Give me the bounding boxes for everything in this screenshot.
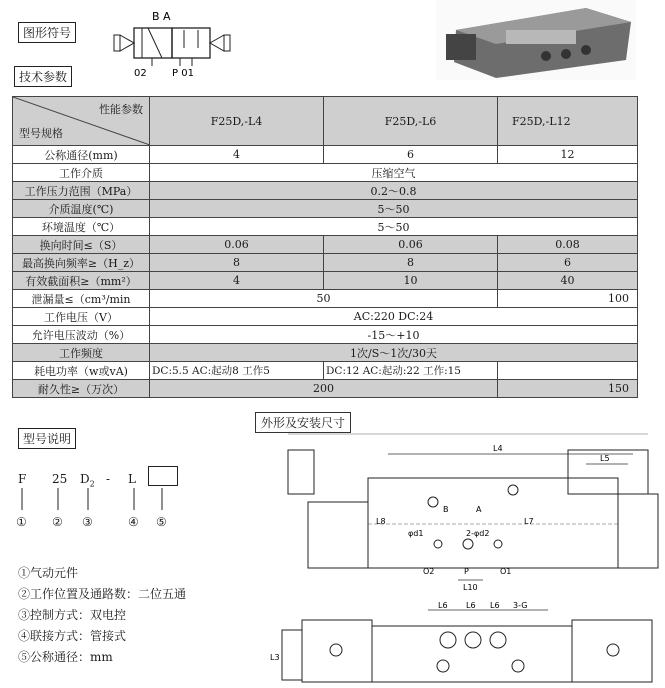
header-diagonal-cell xyxy=(13,97,150,146)
dim-l6-a: L6 xyxy=(438,601,448,610)
legend-item: ②工作位置及通路数：二位五通 xyxy=(18,587,187,601)
table-cell: 8 xyxy=(150,254,324,272)
code-25: 25 xyxy=(52,472,68,486)
table-cell: 工作介质 xyxy=(13,164,150,182)
col-header: F25D,-L6 xyxy=(324,97,498,146)
table-cell: DC:5.5 AC:起动8 工作5 xyxy=(150,362,324,380)
symbol-port-p01: P 01 xyxy=(172,68,194,78)
table-cell: 0.2～0.8 xyxy=(150,182,638,200)
table-row xyxy=(13,326,638,344)
table-cell: 8 xyxy=(324,254,498,272)
dim-l10: L10 xyxy=(463,583,478,592)
table-row xyxy=(13,308,638,326)
dims-title: 外形及安装尺寸 xyxy=(255,412,351,433)
table-cell: 有效截面积≥（mm²） xyxy=(13,272,150,290)
code-blank-box xyxy=(148,466,178,486)
symbol-port-ba: B A xyxy=(152,10,171,23)
code-l: L xyxy=(128,472,136,486)
table-cell: AC:220 DC:24 xyxy=(150,308,638,326)
table-row xyxy=(13,218,638,236)
legend-item: ①气动元件 xyxy=(18,566,79,580)
dim-phid1: φd1 xyxy=(408,529,424,538)
table-row xyxy=(13,272,638,290)
legend-item: ③控制方式：双电控 xyxy=(18,608,127,622)
dim-l8: L8 xyxy=(376,517,386,526)
col-header: F25D,-L4 xyxy=(150,97,324,146)
table-row xyxy=(13,344,638,362)
dim-l5: L5 xyxy=(600,454,610,463)
table-cell: 5～50 xyxy=(150,200,638,218)
circle-2: ② xyxy=(52,515,63,529)
legend-item: ④联接方式：管接式 xyxy=(18,629,127,643)
dim-l7: L7 xyxy=(524,517,534,526)
spec-table xyxy=(12,96,638,398)
table-cell: 4 xyxy=(150,146,324,164)
dim-l4: L4 xyxy=(493,444,503,453)
legend-list xyxy=(18,563,186,668)
table-row xyxy=(13,146,638,164)
table-cell: 6 xyxy=(324,146,498,164)
circle-3: ③ xyxy=(82,515,93,529)
code-d: $D_2$ xyxy=(80,472,95,489)
code-f: F xyxy=(18,472,27,486)
table-cell: 5～50 xyxy=(150,218,638,236)
table-cell: 200 xyxy=(150,380,498,398)
header-perf-label: 性能参数 xyxy=(99,103,143,116)
tech-label: 技术参数 xyxy=(14,66,72,87)
table-cell: 0.06 xyxy=(150,236,324,254)
dim-b: B xyxy=(443,505,449,514)
table-cell: DC:12 AC:起动:22 工作:15 xyxy=(324,362,498,380)
dimension-drawing xyxy=(268,432,665,600)
dim-thread: 3-G xyxy=(513,601,528,610)
dim-l6-c: L6 xyxy=(490,601,500,610)
table-cell: 最高换向频率≥（H_z） xyxy=(13,254,150,272)
table-cell: 泄漏量≤（cm³/min xyxy=(13,290,150,308)
table-cell xyxy=(498,362,638,380)
code-leader-lines xyxy=(14,488,184,516)
table-cell: 环境温度（℃） xyxy=(13,218,150,236)
symbol-label: 图形符号 xyxy=(18,22,76,43)
table-row xyxy=(13,200,638,218)
table-row xyxy=(13,182,638,200)
table-cell: 150 xyxy=(498,380,638,398)
table-row xyxy=(13,290,638,308)
col-header: F25D,-L12 xyxy=(498,97,638,146)
table-cell: -15～+10 xyxy=(150,326,638,344)
table-cell: 12 xyxy=(498,146,638,164)
table-cell: 工作压力范围（MPa） xyxy=(13,182,150,200)
table-cell: 公称通径(mm) xyxy=(13,146,150,164)
table-cell: 6 xyxy=(498,254,638,272)
symbol-port-02: 02 xyxy=(134,68,147,78)
dim-hole: 2-φd2 xyxy=(466,529,490,538)
dim-o1: O1 xyxy=(500,567,512,576)
dim-a: A xyxy=(476,505,482,514)
table-cell: 40 xyxy=(498,272,638,290)
dim-l6-b: L6 xyxy=(466,601,476,610)
table-cell: 100 xyxy=(498,290,638,308)
table-row xyxy=(13,362,638,380)
code-dash: - xyxy=(106,472,111,486)
table-cell: 工作频度 xyxy=(13,344,150,362)
circle-1: ① xyxy=(16,515,27,529)
table-header-row xyxy=(13,97,638,146)
table-cell: 换向时间≤（S） xyxy=(13,236,150,254)
table-cell: 耗电功率（w或vA) xyxy=(13,362,150,380)
valve-photo xyxy=(436,0,636,80)
table-cell: 耐久性≥（万次） xyxy=(13,380,150,398)
table-row xyxy=(13,380,638,398)
valve-symbol xyxy=(112,8,242,78)
dim-o2: O2 xyxy=(423,567,435,576)
table-cell: 1次/S～1次/30天 xyxy=(150,344,638,362)
table-cell: 介质温度(℃) xyxy=(13,200,150,218)
dim-l3: L3 xyxy=(270,653,280,662)
table-cell: 0.06 xyxy=(324,236,498,254)
table-row xyxy=(13,164,638,182)
table-cell: 压缩空气 xyxy=(150,164,638,182)
table-cell: 工作电压（V） xyxy=(13,308,150,326)
table-row xyxy=(13,236,638,254)
table-cell: 50 xyxy=(150,290,498,308)
table-cell: 10 xyxy=(324,272,498,290)
circle-4: ④ xyxy=(128,515,139,529)
table-cell: 允许电压波动（%） xyxy=(13,326,150,344)
table-cell: 4 xyxy=(150,272,324,290)
bottom-dimension-drawing xyxy=(268,600,665,688)
model-label: 型号说明 xyxy=(18,428,76,449)
legend-item: ⑤公称通径：mm xyxy=(18,650,113,664)
circle-5: ⑤ xyxy=(156,515,167,529)
table-row xyxy=(13,254,638,272)
table-cell: 0.08 xyxy=(498,236,638,254)
dim-p: P xyxy=(464,567,469,576)
header-model-label: 型号规格 xyxy=(19,127,63,140)
